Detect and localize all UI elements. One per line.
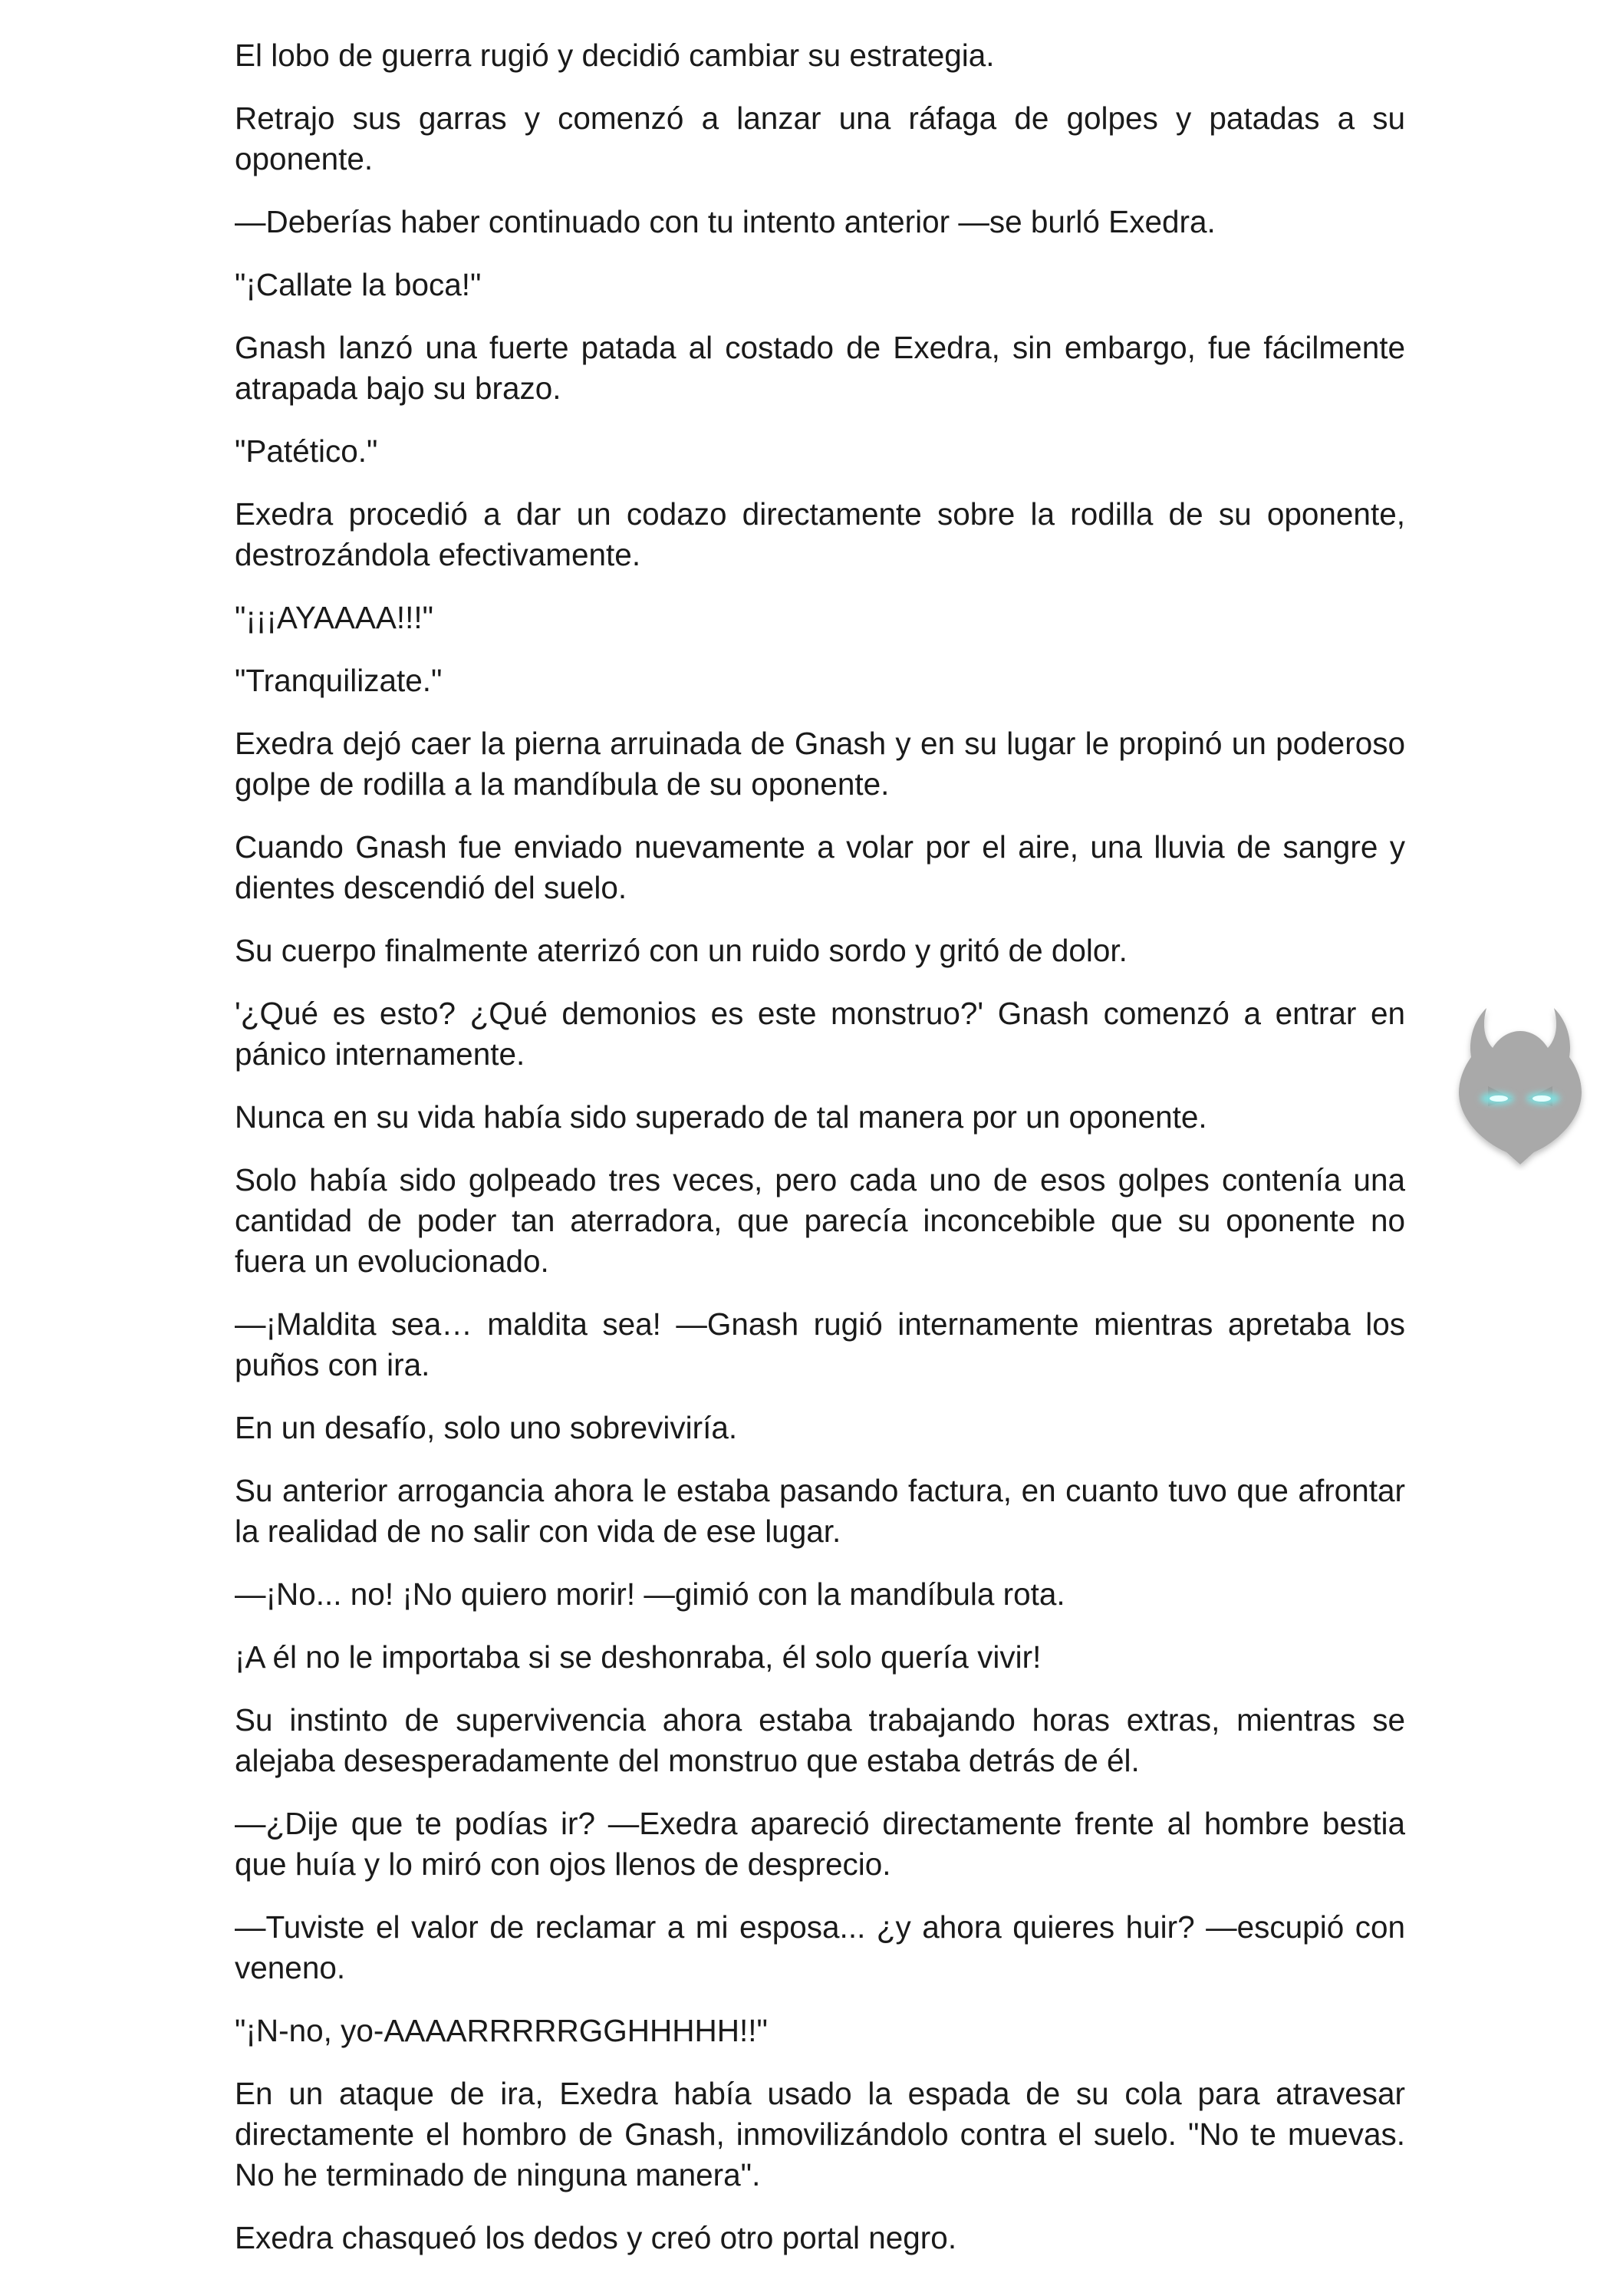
- paragraph: Su anterior arrogancia ahora le estaba pasando factura, en cuanto tuvo que afrontar la realidad de no salir con vida de ese lugar.: [235, 1473, 1405, 1549]
- paragraph: Exedra procedió a dar un codazo directamente sobre la rodilla de su oponente, destrozándola efectivamente.: [235, 496, 1405, 572]
- paragraph: Gnash lanzó una fuerte patada al costado de Exedra, sin embargo, fue fácilmente atrapada bajo su brazo.: [235, 330, 1405, 406]
- paragraph: —Deberías haber continuado con tu intento anterior —se burló Exedra.: [235, 204, 1216, 239]
- paragraph: En un desafío, solo uno sobreviviría.: [235, 1410, 738, 1445]
- paragraph: —¿Dije que te podías ir? —Exedra apareció directamente frente al hombre bestia que huía y lo miró con ojos llenos de desprecio.: [235, 1806, 1405, 1882]
- paragraph: Su cuerpo finalmente aterrizó con un ruido sordo y gritó de dolor.: [235, 933, 1128, 968]
- demon-head-shape: [1459, 1008, 1582, 1164]
- paragraph: Cuando Gnash fue enviado nuevamente a volar por el aire, una lluvia de sangre y dientes descendió del suelo.: [235, 829, 1405, 905]
- paragraph: Exedra chasqueó los dedos y creó otro portal negro.: [235, 2220, 957, 2255]
- paragraph: '¿Qué es esto? ¿Qué demonios es este monstruo?' Gnash comenzó a entrar en pánico internamente.: [235, 996, 1405, 1072]
- demon-head-icon: [1442, 994, 1588, 1171]
- paragraph: —Tuviste el valor de reclamar a mi esposa... ¿y ahora quieres huir? —escupió con veneno.: [235, 1909, 1405, 1985]
- paragraph: "¡N-no, yo-AAAARRRRRGGHHHHH!!": [235, 2013, 768, 2048]
- paragraph: "Tranquilizate.": [235, 663, 443, 698]
- paragraph: ¡A él no le importaba si se deshonraba, él solo quería vivir!: [235, 1639, 1042, 1675]
- paragraph: Solo había sido golpeado tres veces, pero cada uno de esos golpes contenía una cantidad de poder tan aterradora, que parecía inconcebible que su oponente no fuera un evolucionado.: [235, 1162, 1405, 1279]
- paragraph: Nunca en su vida había sido superado de tal manera por un oponente.: [235, 1099, 1207, 1135]
- document-body: [235, 35, 1405, 2281]
- paragraph: "¡¡¡AYAAAA!!!": [235, 600, 434, 635]
- paragraph: —¡Maldita sea… maldita sea! —Gnash rugió internamente mientras apretaba los puños con ira.: [235, 1306, 1405, 1382]
- paragraph: En un ataque de ira, Exedra había usado la espada de su cola para atravesar directamente el hombro de Gnash, inmovilizándolo contra el suelo. "No te muevas. No he terminado de ninguna manera".: [235, 2076, 1405, 2192]
- paragraph: Exedra dejó caer la pierna arruinada de Gnash y en su lugar le propinó un poderoso golpe de rodilla a la mandíbula de su oponente.: [235, 726, 1405, 802]
- paragraph: Retrajo sus garras y comenzó a lanzar una ráfaga de golpes y patadas a su oponente.: [235, 100, 1405, 176]
- paragraph: Su instinto de supervivencia ahora estaba trabajando horas extras, mientras se alejaba desesperadamente del monstruo que estaba detrás de él.: [235, 1702, 1405, 1778]
- paragraph: —¡No... no! ¡No quiero morir! —gimió con la mandíbula rota.: [235, 1576, 1065, 1612]
- paragraph: "Patético.": [235, 433, 378, 469]
- paragraph: El lobo de guerra rugió y decidió cambiar su estrategia.: [235, 38, 995, 73]
- paragraph: "¡Callate la boca!": [235, 267, 482, 302]
